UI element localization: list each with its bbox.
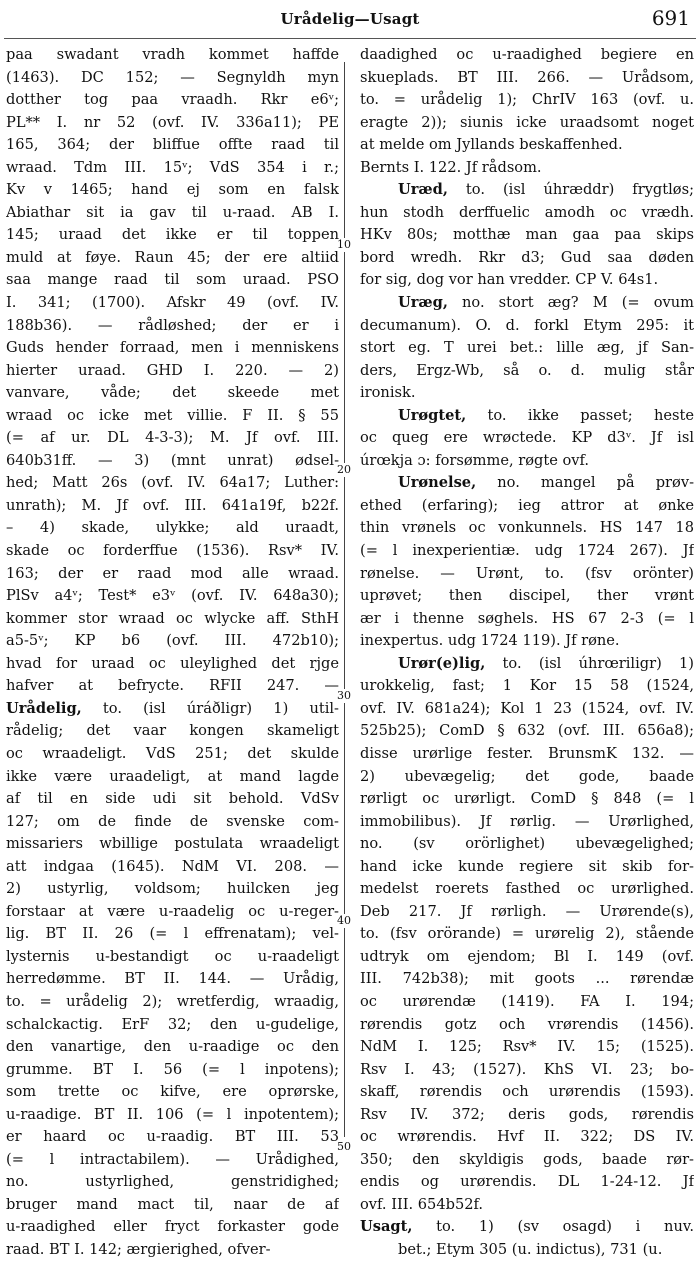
header-rule — [4, 38, 696, 39]
text-line: Urør(e)lig, to. (isl úhrœriligr) 1) — [398, 654, 694, 672]
text-line: dotther tog paa vraadh. Rkr e6ᵛ; — [6, 91, 339, 109]
text-line: Guds hender forraad, men i menniskens — [6, 339, 339, 357]
text-line: for sig, dog vor han vredder. CP V. 64s1. — [360, 271, 659, 289]
text-line: skade oc forderffue (1536). Rsv* IV. — [6, 542, 339, 560]
text-line: grumme. BT I. 56 (= l inpotens); — [6, 1060, 339, 1078]
text-line: 145; uraad det ikke er til toppen — [6, 226, 339, 244]
text-line: (1463). DC 152; — Segnyldh myn — [6, 68, 339, 86]
left-column — [6, 44, 339, 1262]
text-line: HKv 80s; motthæ man gaa paa skips — [360, 226, 694, 244]
text-line: III. 742b38); mit goots ... rørendæ — [360, 970, 694, 988]
text-line: PlSv a4ᵛ; Test* e3ᵛ (ovf. IV. 648a30); — [6, 587, 339, 605]
text-line: ethed (erfaring); ieg attror at ønke — [360, 496, 694, 514]
text-line: forstaar at være u-raadelig oc u-reger- — [6, 902, 339, 920]
text-line: Deb 217. Jf rørligh. — Urørende(s), — [360, 902, 694, 920]
text-line: u-raadighed eller fryct forkaster gode — [6, 1218, 339, 1236]
text-line: medelst roerets fasthed oc urørlighed. — [360, 880, 694, 898]
text-line: PL** I. nr 52 (ovf. IV. 336a11); PE — [6, 113, 339, 131]
text-line: Uræd, to. (isl úhræddr) frygtløs; — [398, 181, 694, 199]
text-line: a5-5ᵛ; KP b6 (ovf. III. 472b10); — [6, 632, 339, 650]
text-line: lysternis u-bestandigt oc u-raadeligt — [6, 947, 339, 965]
text-line: (= l inexperientiæ. udg 1724 267). Jf — [360, 542, 694, 560]
text-line: 165, 364; der bliffue offte raad til — [6, 136, 339, 154]
text-line: unrath); M. Jf ovf. III. 641a19f, b22f. — [6, 496, 339, 514]
text-line: udtryk om ejendom; Bl I. 149 (ovf. — [360, 947, 694, 965]
text-line: Bernts I. 122. Jf rådsom. — [360, 158, 542, 176]
text-line: skueplads. BT III. 266. — Urådsom, — [360, 68, 694, 86]
text-line: 525b25); ComD § 632 (ovf. III. 656a8); — [360, 722, 694, 740]
text-line: wraad. Tdm III. 15ᵛ; VdS 354 i r.; — [6, 158, 339, 176]
text-line: kommer stor wraad oc wlycke aff. SthH — [6, 609, 339, 627]
text-line: den vanartige, den u-raadige oc den — [6, 1038, 339, 1056]
text-line: uprøvet; then discipel, ther vrønt — [360, 587, 694, 605]
line-number-50: 50 — [337, 1140, 351, 1153]
text-line: skaff, rørendis och urørendis (1593). — [360, 1083, 694, 1101]
line-number-10: 10 — [337, 238, 351, 251]
text-line: ironisk. — [360, 384, 416, 402]
text-line: vanvare, våde; det skeede met — [6, 384, 339, 402]
text-line: daadighed oc u-raadighed begiere en — [360, 46, 694, 63]
line-number-30: 30 — [337, 689, 351, 702]
text-line: Urøgtet, to. ikke passet; heste — [398, 406, 694, 424]
text-line: oc wrørendis. Hvf II. 322; DS IV. — [360, 1128, 694, 1146]
text-line: rørendis gotz och vrørendis (1456). — [360, 1015, 694, 1033]
text-line: ovf. III. 654b52f. — [360, 1195, 484, 1213]
text-line: 2) ubevægelig; det gode, baade — [360, 767, 694, 785]
text-line: missariers wbillige postulata wraadeligt — [6, 835, 339, 853]
text-line: u-raadige. BT II. 106 (= l inpotentem); — [6, 1105, 339, 1123]
text-line: decumanum). O. d. forkl Etym 295: it — [360, 316, 694, 334]
text-line: Kv v 1465; hand ej som en falsk — [6, 181, 339, 199]
text-line: Urønelse, no. mangel på prøv- — [398, 474, 694, 492]
text-line: immobilibus). Jf rørlig. — Urørlighed, — [360, 812, 694, 830]
text-line: 163; der er raad mod alle wraad. — [6, 564, 339, 582]
line-number-20: 20 — [337, 463, 351, 476]
text-line: hierter uraad. GHD I. 220. — 2) — [6, 361, 339, 379]
text-line: saa mange raad til som uraad. PSO — [6, 271, 339, 289]
line-number-40: 40 — [337, 914, 351, 927]
text-line: NdM I. 125; Rsv* IV. 15; (1525). — [360, 1038, 694, 1056]
text-line: schalckactig. ErF 32; den u-gudelige, — [6, 1015, 339, 1033]
text-line: af til en side udi sit behold. VdSv — [6, 790, 339, 808]
text-line: ders, Ergz-Wb, så o. d. mulig står — [360, 361, 694, 379]
text-line: urokkelig, fast; 1 Kor 15 58 (1524, — [360, 677, 694, 695]
text-line: herredømme. BT II. 144. — Urådig, — [6, 970, 339, 988]
text-line: hun stodh derffuelic amodh oc vrædh. — [360, 203, 694, 221]
text-line: no. ustyrlighed, genstridighed; — [6, 1173, 339, 1191]
text-line: hed; Matt 26s (ovf. IV. 64a17; Luther: — [6, 474, 339, 492]
text-line: lig. BT II. 26 (= l effrenatam); vel- — [6, 925, 339, 943]
text-line: 2) ustyrlig, voldsom; huilcken jeg — [6, 880, 339, 898]
text-line: paa swadant vradh kommet haffde — [6, 46, 339, 63]
column-divider — [344, 62, 345, 1137]
text-line: som trette oc kifve, ere oprørske, — [6, 1083, 339, 1101]
text-line: 350; den skyldigis gods, baade rør- — [360, 1150, 694, 1168]
text-line: bruger mand mact til, naar de af — [6, 1195, 339, 1213]
text-line: ovf. IV. 681a24); Kol 1 23 (1524, ovf. IV. — [360, 699, 694, 717]
text-line: er haard oc u-raadig. BT III. 53 — [6, 1128, 339, 1146]
text-line: 188b36). — rådløshed; der er i — [6, 316, 339, 334]
text-line: 640b31ff. — 3) (mnt unrat) ødsel- — [6, 451, 339, 469]
text-line: oc queg ere wrøctede. KP d3ᵛ. Jf isl — [360, 429, 694, 447]
text-line: stort eg. T urei bet.: lille æg, jf San- — [360, 339, 694, 357]
text-line: oc wraadeligt. VdS 251; det skulde — [6, 744, 339, 762]
text-line: eragte 2)); siunis icke uraadsomt noget — [360, 113, 694, 131]
text-line: to. = urådelig 1); ChrIV 163 (ovf. u. — [360, 91, 694, 109]
text-line: disse urørlige fester. BrunsmK 132. — — [360, 744, 694, 762]
text-line: hand icke kunde regiere sit skib for- — [360, 857, 694, 875]
text-line: bet.; Etym 305 (u. indictus), 731 (u. — [398, 1240, 663, 1258]
text-line: Uræg, no. stort æg? M (= ovum — [398, 294, 694, 312]
text-line: att indgaa (1645). NdM VI. 208. — — [6, 857, 339, 875]
text-line: Usagt, to. 1) (sv osagd) i nuv. — [360, 1218, 694, 1236]
text-line: rørligt oc urørligt. ComD § 848 (= l — [360, 790, 694, 808]
text-line: to. = urådelig 2); wretferdig, wraadig, — [6, 992, 339, 1010]
text-line: Abiathar sit ia gav til u-raad. AB I. — [6, 203, 339, 221]
text-line: wraad oc icke met villie. F II. § 55 — [6, 406, 339, 424]
text-line: endis og urørendis. DL 1-24-12. Jf — [360, 1173, 694, 1191]
text-line: inexpertus. udg 1724 119). Jf røne. — [360, 632, 620, 650]
text-line: (= l intractabilem). — Urådighed, — [6, 1150, 339, 1168]
text-line: I. 341; (1700). Afskr 49 (ovf. IV. — [6, 294, 339, 312]
text-line: raad. BT I. 142; ærgierighed, ofver- — [6, 1240, 271, 1258]
text-line: rønelse. — Urønt, to. (fsv orönter) — [360, 564, 694, 582]
right-column — [360, 44, 694, 1262]
text-line: to. (fsv orörande) = urørelig 2), stående — [360, 925, 694, 943]
text-line: muld at føye. Raun 45; der ere altiid — [6, 248, 339, 266]
page-number: 691 — [651, 6, 690, 30]
text-line: ær i thenne søghels. HS 67 2-3 (= l — [360, 609, 694, 627]
text-line: úrœkja ɔ: forsømme, røgte ovf. — [360, 451, 590, 469]
text-line: hvad for uraad oc uleylighed det rjge — [6, 654, 339, 672]
text-line: (= af ur. DL 4-3-3); M. Jf ovf. III. — [6, 429, 339, 447]
text-line: thin vrønels oc vonkunnels. HS 147 18 — [360, 519, 694, 537]
text-line: no. (sv orörlighet) ubevægelighed; — [360, 835, 694, 853]
running-head-title: Urådelig—Usagt — [280, 10, 420, 28]
text-line: Rsv I. 43; (1527). KhS VI. 23; bo- — [360, 1060, 694, 1078]
text-line: Rsv IV. 372; deris gods, rørendis — [360, 1105, 694, 1123]
text-line: oc urørendæ (1419). FA I. 194; — [360, 992, 694, 1010]
text-line: Urådelig, to. (isl úráðligr) 1) util- — [6, 699, 339, 717]
text-line: ikke være uraadeligt, at mand lagde — [6, 767, 339, 785]
running-head — [0, 4, 700, 34]
text-line: hafver at befrycte. RFII 247. — — [6, 677, 339, 695]
text-line: 127; om de finde de svenske com- — [6, 812, 339, 830]
text-line: – 4) skade, ulykke; ald uraadt, — [6, 519, 339, 537]
text-line: at melde om Jyllands beskaffenhed. — [360, 136, 623, 154]
text-line: bord wredh. Rkr d3; Gud saa døden — [360, 248, 694, 266]
text-line: rådelig; det vaar kongen skameligt — [6, 722, 339, 740]
